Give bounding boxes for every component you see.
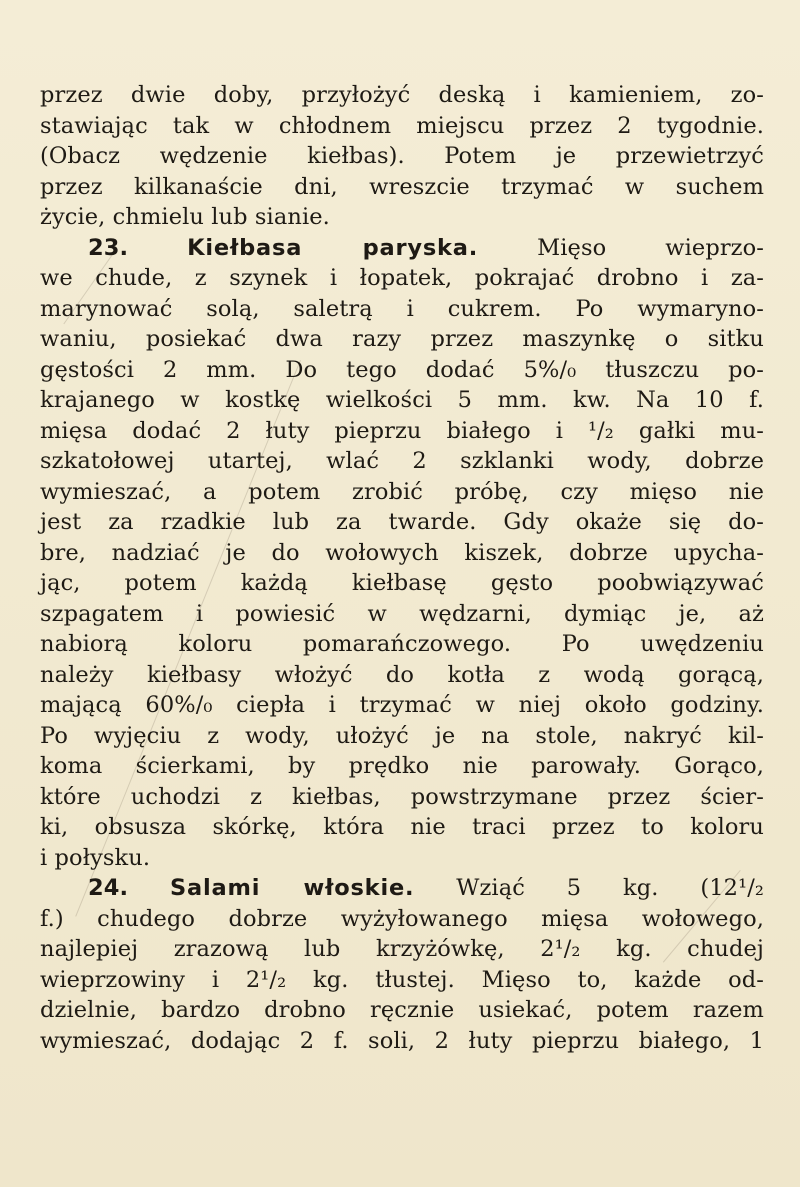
text-fragment: Wziąć 5 kg. (12¹/₂ [456,875,764,901]
text-line: we chude, z szynek i łopatek, pokrajać drobno i za- [40,265,764,291]
text-line: należy kiełbasy włożyć do kotła z wodą gorącą, [40,661,764,688]
text-line: f.) chudego dobrze wyżyłowanego mięsa wołowego, [40,905,764,932]
text-line: życie, chmielu lub sianie. [40,204,330,230]
section-number: 24. [88,875,129,901]
text-line: jest za rzadkie lub za twarde. Gdy okaże się do- [40,509,764,535]
text-fragment: Mięso wieprzo- [537,234,764,261]
text-line: dzielnie, bardzo drobno ręcznie usiekać, potem razem [40,997,764,1023]
text-line: ki, obsusza skórkę, która nie traci przez to koloru [40,814,764,840]
text-line: przez kilkanaście dni, wreszcie trzymać w suchem [40,173,764,200]
text-line: marynować solą, saletrą i cukrem. Po wymaryno- [40,295,764,322]
text-line: bre, nadziać je do wołowych kiszek, dobrze upycha- [40,539,764,566]
section-title: Salami włoskie. [170,875,415,901]
text-line: przez dwie doby, przyłożyć deską i kamieniem, zo- [40,82,764,108]
section-24-heading-line [40,873,764,904]
text-line: nabiorą koloru pomarańczowego. Po uwędzeniu [40,631,764,657]
section-title: Kiełbasa paryska. [187,234,479,261]
text-line: które uchodzi z kiełbas, powstrzymane przez ścier- [40,783,764,810]
text-line: najlepiej zrazową lub krzyżówkę, 2¹/₂ kg. chudej [40,936,764,962]
text-line: mięsa dodać 2 łuty pieprzu białego i ¹/₂ gałki mu- [40,417,764,444]
text-line: i połysku. [40,844,151,871]
text-line: mającą 60%/₀ ciepła i trzymać w niej około godziny. [40,692,764,718]
text-line: wymieszać, a potem zrobić próbę, czy mięso nie [40,478,764,505]
text-line: (Obacz wędzenie kiełbas). Potem je przewietrzyć [40,143,764,169]
text-line: krajanego w kostkę wielkości 5 mm. kw. Na 10 f. [40,387,764,413]
section-number: 23. [88,234,129,261]
text-line: koma ścierkami, by prędko nie parowały. Gorąco, [40,753,764,779]
text-line: wieprzowiny i 2¹/₂ kg. tłustej. Mięso to, każde od- [40,966,764,993]
text-line: wymieszać, dodając 2 f. soli, 2 łuty pieprzu białego, 1 [40,1027,764,1054]
text-line: stawiając tak w chłodnem miejscu przez 2 tygodnie. [40,112,764,139]
section-23-heading-line [40,233,764,264]
text-line: Po wyjęciu z wody, ułożyć je na stole, nakryć kil- [40,722,764,749]
text-line: jąc, potem każdą kiełbasę gęsto poobwiązywać [40,570,764,596]
text-line: waniu, posiekać dwa razy przez maszynkę o sitku [40,326,764,352]
text-line: gęstości 2 mm. Do tego dodać 5%/₀ tłuszczu po- [40,356,764,383]
page-text [40,80,764,1056]
text-line: szkatołowej utartej, wlać 2 szklanki wody, dobrze [40,448,764,474]
text-line: szpagatem i powiesić w wędzarni, dymiąc je, aż [40,600,764,627]
